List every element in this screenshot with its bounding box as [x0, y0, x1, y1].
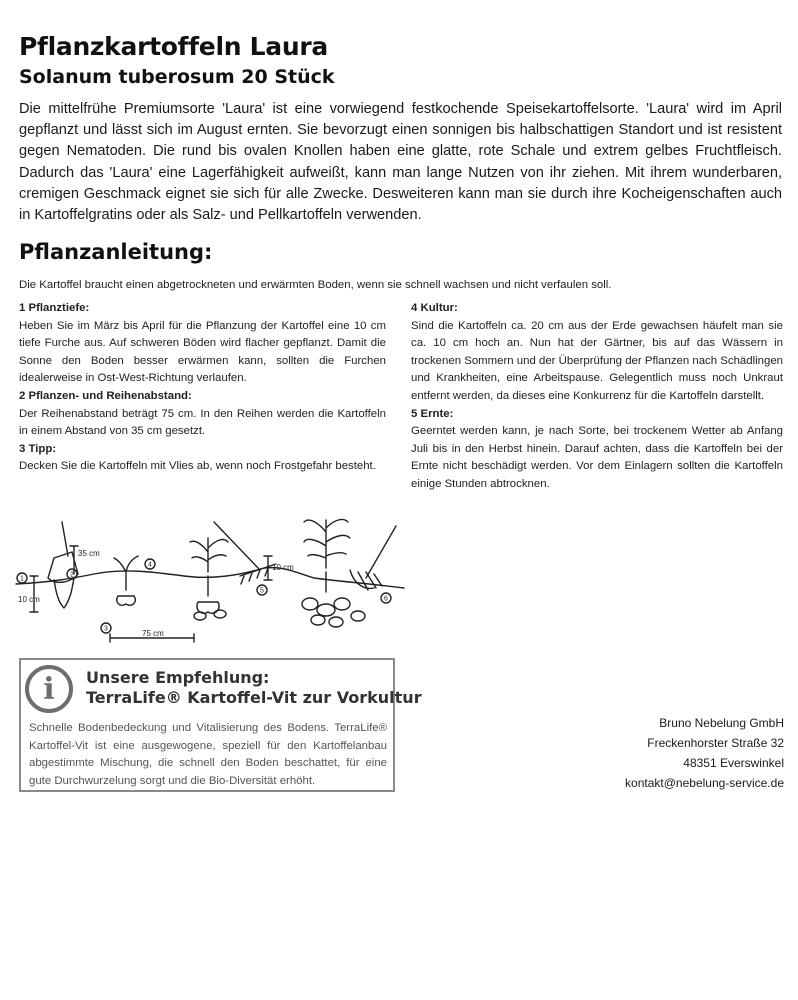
- info-icon-glyph: i: [43, 672, 55, 707]
- plant-1: [114, 556, 138, 605]
- instructions-heading: Pflanzanleitung:: [19, 240, 213, 264]
- label-35cm: 35 cm: [78, 549, 100, 558]
- planting-illustration: [14, 512, 406, 650]
- rake-icon: [214, 522, 276, 584]
- instructions-column-right: [411, 300, 783, 494]
- step-title: 5 Ernte:: [411, 407, 454, 420]
- company-city: 48351 Everswinkel: [683, 756, 784, 770]
- page-title: Pflanzkartoffeln Laura: [19, 32, 328, 61]
- recommendation-product: TerraLife® Kartoffel-Vit zur Vorkultur: [86, 688, 422, 707]
- step-text: Decken Sie die Kartoffeln mit Vlies ab, wenn noch Frostgefahr besteht.: [19, 460, 376, 473]
- intro-paragraph: Die mittelfrühe Premiumsorte 'Laura' ist eine vorwiegend festkochende Speisekartoffelsorte. 'Laura' wird im April gepflanzt und lässt sich im August ernten. Sie bevorzugt einen sonnigen bis halbschattigen Standort und ist resistent gegen Nematoden. Die rund bis ovalen Knollen haben eine glatte, rote Schale und extrem gelbes Fruchtfleisch. Dadurch das 'Laura' eine Lagerfähigkeit aufweißt, kann man lange Nutzen von ihr ziehen. Mit ihrem wunderbaren, cremigen Geschmack eignet sie sich für alle Zwecke. Desweiteren kann man sie durch ihre Kocheigenschaften auch in Kartoffelgratins oder als Salz- und Pellkartoffeln verwenden.: [19, 101, 782, 224]
- step-title: 1 Pflanztiefe:: [19, 302, 90, 314]
- page-subtitle: Solanum tuberosum 20 Stück: [19, 66, 335, 88]
- step-number-5: 5: [260, 587, 264, 595]
- step-1: [19, 300, 386, 388]
- company-name: Bruno Nebelung GmbH: [659, 716, 784, 730]
- step-text: Geerntet werden kann, je nach Sorte, bei trockenem Wetter ab Anfang Juli bis in den Herbst hinein. Darauf achten, dass die Kartoffeln bei der Ernte nicht beschädigt werden. Vor dem Einlagern sollten die Kartoffeln einige Stunden abtrocknen.: [411, 425, 783, 490]
- step-2: [19, 388, 386, 441]
- step-number-6: 6: [384, 595, 388, 603]
- step-5: [411, 406, 783, 494]
- step-4: [411, 300, 783, 406]
- info-icon: [25, 665, 73, 713]
- step-3: [19, 441, 386, 476]
- step-text: Der Reihenabstand beträgt 75 cm. In den Reihen werden die Kartoffeln in einem Abstand von 35 cm gesetzt.: [19, 407, 386, 438]
- step-title: 3 Tipp:: [19, 442, 57, 455]
- step-number-3: 3: [104, 625, 108, 633]
- dimension-10a: [30, 576, 38, 612]
- step-number-2: 2: [70, 571, 74, 579]
- recommendation-text: Schnelle Bodenbedeckung und Vitalisierung des Bodens. TerraLife® Kartoffel-Vit ist eine ausgewogene, speziell für den Kartoffelanbau abgestimmte Mischung, die schnell den Boden beschattet, für eine gute Durchwurzelung sorgt und die Bio-Diversität erhöht.: [29, 722, 387, 787]
- label-10cm-right: 10 cm: [272, 563, 294, 572]
- instructions-lead: Die Kartoffel braucht einen abgetrockneten und erwärmten Boden, wenn sie schnell wachsen und nicht verfaulen soll.: [19, 279, 612, 291]
- step-text: Heben Sie im März bis April für die Pflanzung der Kartoffel eine 10 cm tiefe Furche aus. Auf schweren Böden wird flacher gepflanzt. Damit die Sonne den Boden besser erwärmen kann, sollten die Furchen idealerweise in Ost-West-Richtung verlaufen.: [19, 319, 386, 385]
- step-title: 2 Pflanzen- und Reihenabstand:: [19, 389, 192, 402]
- company-address: [625, 713, 784, 793]
- company-street: Freckenhorster Straße 32: [647, 736, 784, 750]
- company-email: kontakt@nebelung-service.de: [625, 776, 784, 790]
- step-title: 4 Kultur:: [411, 302, 458, 314]
- instructions-column-left: [19, 300, 386, 476]
- step-text: Sind die Kartoffeln ca. 20 cm aus der Erde gewachsen häufelt man sie ca. 10 cm hoch an. Nun hat der Gärtner, bis auf das Wässern in trockenen Sommern und der Überprüfung der Pflanzen nach Schädlingen und Krankheiten, eine Arbeitspause. Gelegentlich muss noch Unkraut entfernt werden, da dieses eine Konkurrenz für die Kartoffeln darstellt.: [411, 319, 783, 402]
- recommendation-heading: Unsere Empfehlung:: [86, 668, 270, 687]
- label-75cm: 75 cm: [142, 629, 164, 638]
- tubers-group: [194, 598, 365, 627]
- recommendation-box: [19, 658, 422, 792]
- label-10cm-left: 10 cm: [18, 595, 40, 604]
- step-number-4: 4: [148, 561, 152, 569]
- plant-2: [190, 538, 228, 613]
- step-number-1: 1: [20, 575, 24, 583]
- fork-icon: [350, 526, 396, 590]
